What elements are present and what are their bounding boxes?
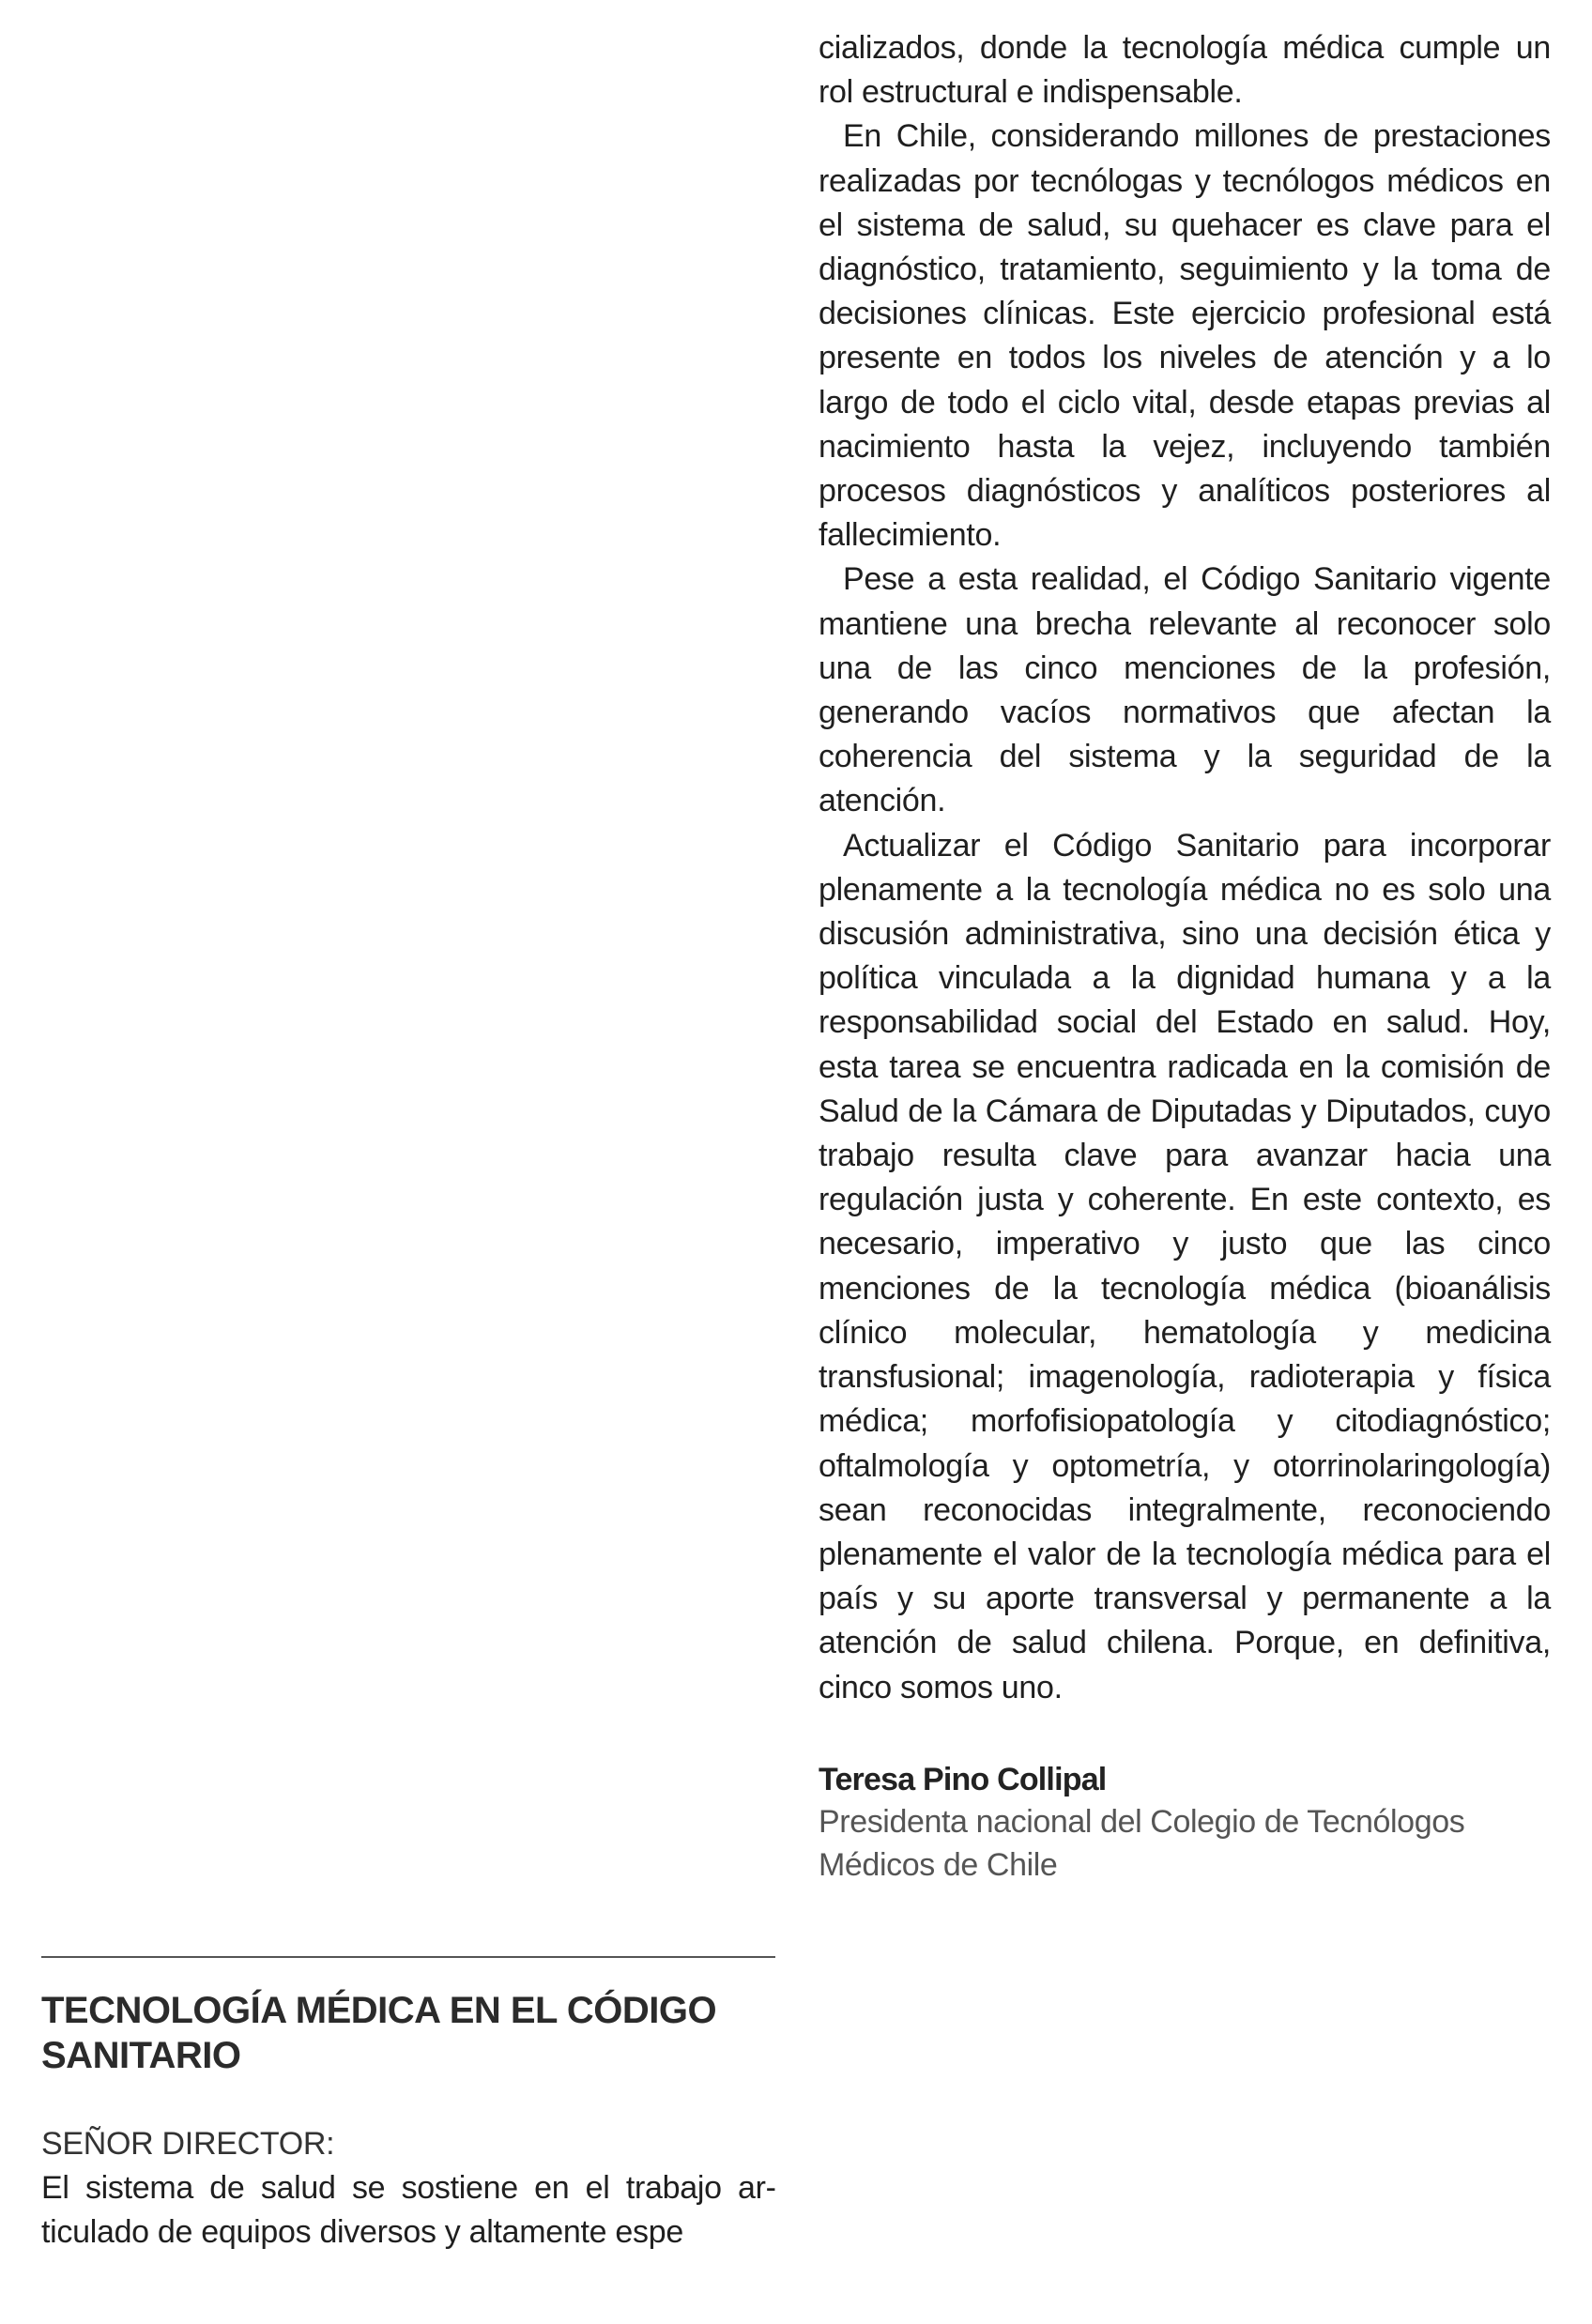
letter-salutation: SEÑOR DIRECTOR: (41, 2126, 335, 2162)
letter-body-continued (819, 26, 1551, 1887)
paragraph-update-call: Actualizar el Código Sanitario para incorporar plenamente a la tecnología médica no es solo una discusión administrativa, sino una decisión ética y política vinculada a la dignidad humana y a la responsabilidad social del Estado en salud. Hoy, esta tarea se encuentra radicada en la comisión de Salud de la Cámara de Diputadas y Diputados, cuyo trabajo resulta clave para avanzar hacia una regulación justa y coherente. En este contexto, es necesario, imperativo y justo que las cinco menciones de la tecnología médica (bioanálisis clínico molecular, hematología y medicina transfusional; imagenología, radioterapia y física médica; morfofisiopatología y citodiagnóstico; oftalmología y optometría, y otorrinolaringología) sean reconocidas integralmente, reconociendo plenamente el valor de la tecnología médica para el país y su aporte transversal y permanente a la atención de salud chilena. Porque, en definitiva, cinco somos uno. (819, 827, 1551, 1705)
paragraph-code-gap: Pese a esta realidad, el Código Sanitario vigente mantiene una brecha relevante al reconocer solo una de las cinco menciones de la profesión, generando vacíos normativos que afectan la coherencia del sistema y la seguridad de la atención. (819, 561, 1551, 819)
signature-name: Teresa Pino Collipal (819, 1761, 1107, 1797)
letter-intro: El sistema de salud se sostiene en el trabajo articulado de equipos diversos y altamente espe (41, 2170, 776, 2251)
paragraph-continuation: cializados, donde la tecnología médica cumple un rol estructural e indispensable. (819, 30, 1551, 111)
paragraph-chile-context: En Chile, considerando millones de prestaciones realizadas por tecnólogas y tecnólogos médicos en el sistema de salud, su quehacer es clave para el diagnóstico, tratamiento, seguimiento y la toma de decisiones clínicas. Este ejercicio profesional está presente en todos los niveles de atención y a lo largo de todo el ciclo vital, desde etapas previas al nacimiento hasta la vejez, incluyendo también procesos diagnósticos y analíticos posteriores al fallecimiento. (819, 118, 1551, 554)
signature-role: Presidenta nacional del Colegio de Tecnólogos Médicos de Chile (819, 1803, 1465, 1883)
letter-headline: TECNOLOGÍA MÉDICA EN EL CÓDIGO SANITARIO (41, 1990, 717, 2076)
section-divider (41, 1956, 775, 1958)
signature-block (819, 1759, 1551, 1887)
